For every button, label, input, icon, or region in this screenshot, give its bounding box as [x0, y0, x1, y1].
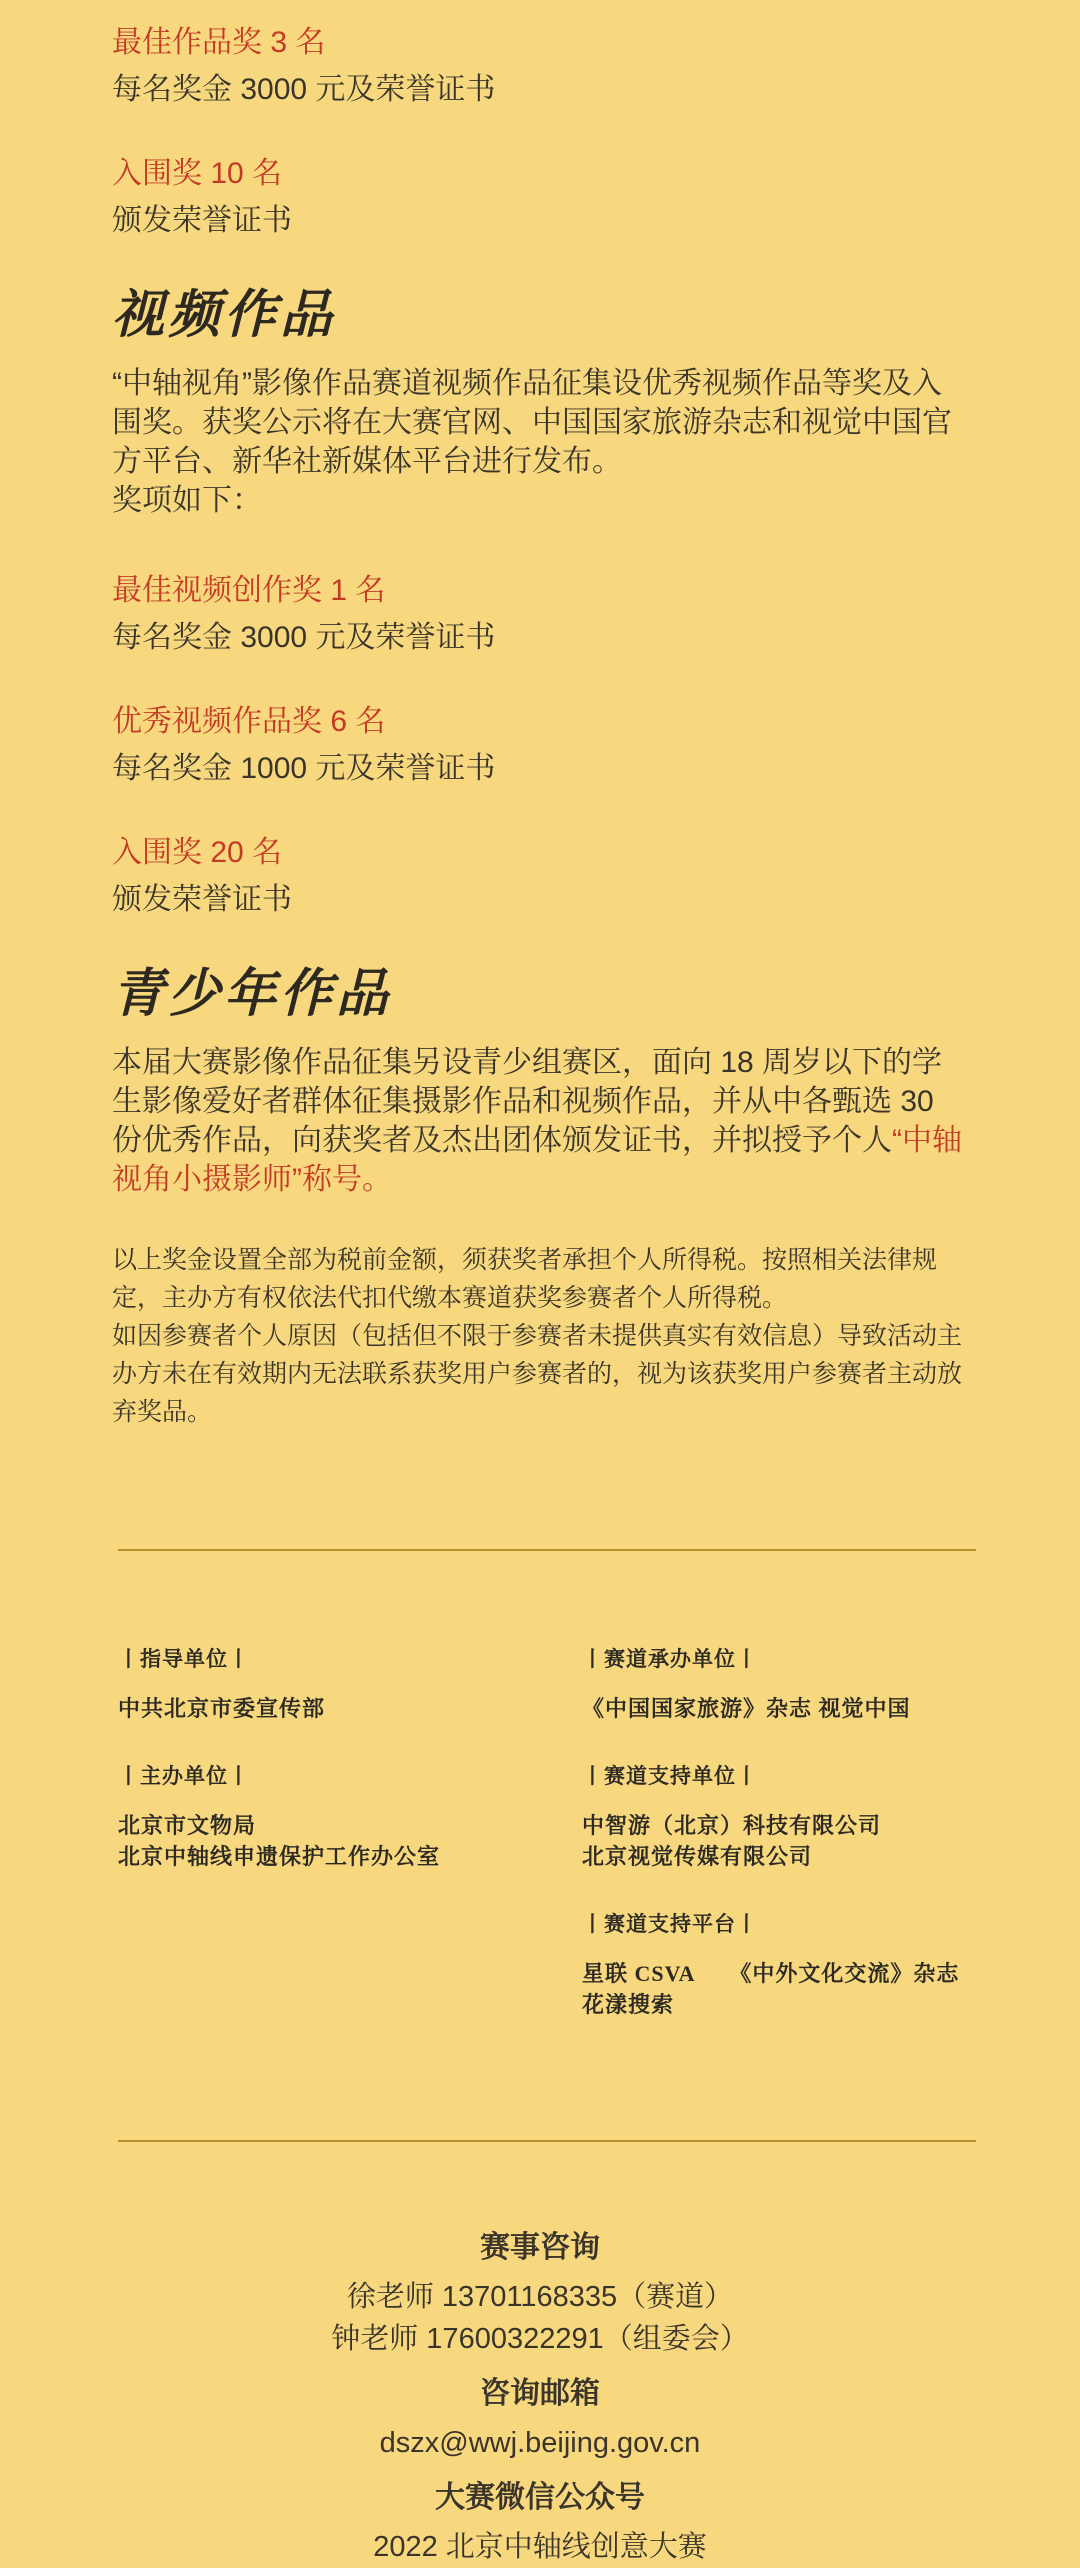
- organizers-left-column: [118, 1643, 582, 2056]
- divider-bottom: [118, 2140, 976, 2142]
- organizers-section: [118, 1643, 1080, 2056]
- org-name: 花漾搜索: [582, 1992, 675, 2017]
- award-title: 入围奖 10 名: [112, 157, 283, 190]
- org-group-track-support-platforms: [582, 1908, 1080, 2020]
- org-label: 丨赛道支持单位丨: [582, 1764, 758, 1788]
- award-desc: 颁发荣誉证书: [112, 204, 292, 237]
- org-label: 丨主办单位丨: [118, 1764, 250, 1788]
- award-item-excellent-video: [112, 705, 968, 786]
- award-title: 最佳作品奖 3 名: [112, 26, 326, 59]
- org-group-host: [118, 1760, 582, 1872]
- award-desc: 颁发荣誉证书: [112, 883, 292, 916]
- video-section-paragraph: “中轴视角”影像作品赛道视频作品征集设优秀视频作品等奖及入围奖。获奖公示将在大赛官网、中国国家旅游杂志和视觉中国官方平台、新华社新媒体平台进行发布。: [112, 367, 952, 478]
- award-desc: 每名奖金 3000 元及荣誉证书: [112, 73, 496, 106]
- note-tax: 以上奖金设置全部为税前金额，须获奖者承担个人所得税。按照相关法律规定，主办方有权依法代扣代缴本赛道获奖参赛者个人所得税。: [112, 1246, 938, 1312]
- note-forfeit: 如因参赛者个人原因（包括但不限于参赛者未提供真实有效信息）导致活动主办方未在有效期内无法联系获奖用户参赛者的，视为该获奖用户参赛者主动放弃奖品。: [112, 1322, 963, 1426]
- wechat-heading: 大赛微信公众号: [435, 2481, 645, 2514]
- org-label: 丨赛道支持平台丨: [582, 1912, 758, 1936]
- photo-awards-section: [112, 26, 968, 238]
- wechat-account: 2022 北京中轴线创意大赛: [373, 2531, 707, 2563]
- award-title: 优秀视频作品奖 6 名: [112, 705, 386, 738]
- org-name: 中智游（北京）科技有限公司: [582, 1813, 882, 1838]
- award-desc: 每名奖金 3000 元及荣誉证书: [112, 621, 496, 654]
- org-name: 北京视觉传媒有限公司: [582, 1844, 813, 1869]
- youth-works-section: [112, 967, 968, 1199]
- org-group-guidance: [118, 1643, 582, 1724]
- org-group-track-undertaker: [582, 1643, 1080, 1724]
- org-label: 丨赛道承办单位丨: [582, 1647, 758, 1671]
- award-title: 入围奖 20 名: [112, 836, 283, 869]
- consult-heading: 赛事咨询: [480, 2231, 600, 2264]
- divider-top: [118, 1549, 976, 1551]
- org-name: 星联 CSVA 《中外文化交流》杂志: [582, 1961, 960, 1986]
- phone-line-committee: 钟老师 17600322291（组委会）: [331, 2323, 749, 2355]
- org-group-track-support-units: [582, 1760, 1080, 1872]
- award-item-best-work: [112, 26, 968, 107]
- youth-paragraph-highlight: “中轴视角小摄影师”称号。: [112, 1124, 962, 1196]
- awards-intro-line: 奖项如下：: [112, 484, 262, 517]
- video-works-section: [112, 288, 968, 917]
- organizers-right-column: [582, 1643, 1080, 2056]
- contact-section: [0, 2230, 1080, 2568]
- award-title: 最佳视频创作奖 1 名: [112, 574, 386, 607]
- org-name: 北京市文物局: [118, 1813, 257, 1838]
- award-item-shortlist-video: [112, 836, 968, 917]
- email-heading: 咨询邮箱: [480, 2377, 600, 2410]
- org-name: 中共北京市委宣传部: [118, 1696, 326, 1721]
- award-item-best-video: [112, 574, 968, 655]
- phone-line-track: 徐老师 13701168335（赛道）: [346, 2281, 734, 2313]
- youth-paragraph-text: 本届大赛影像作品征集另设青少组赛区，面向 18 周岁以下的学生影像爱好者群体征集摄影作品和视频作品，并从中各甄选 30 份优秀作品，向获奖者及杰出团体颁发证书，并拟授予个人: [112, 1046, 943, 1157]
- youth-section-heading: 青少年作品: [112, 966, 393, 1023]
- org-name: 《中国国家旅游》杂志 视觉中国: [582, 1696, 911, 1721]
- award-desc: 每名奖金 1000 元及荣誉证书: [112, 752, 496, 785]
- prize-notes-section: [112, 1241, 968, 1431]
- email-address: dszx@wwj.beijing.gov.cn: [379, 2427, 701, 2459]
- award-item-shortlist-photo: [112, 157, 968, 238]
- org-label: 丨指导单位丨: [118, 1647, 250, 1671]
- youth-section-paragraph: [112, 1043, 968, 1199]
- video-section-heading: 视频作品: [112, 287, 337, 344]
- org-name: 北京中轴线申遗保护工作办公室: [118, 1844, 441, 1869]
